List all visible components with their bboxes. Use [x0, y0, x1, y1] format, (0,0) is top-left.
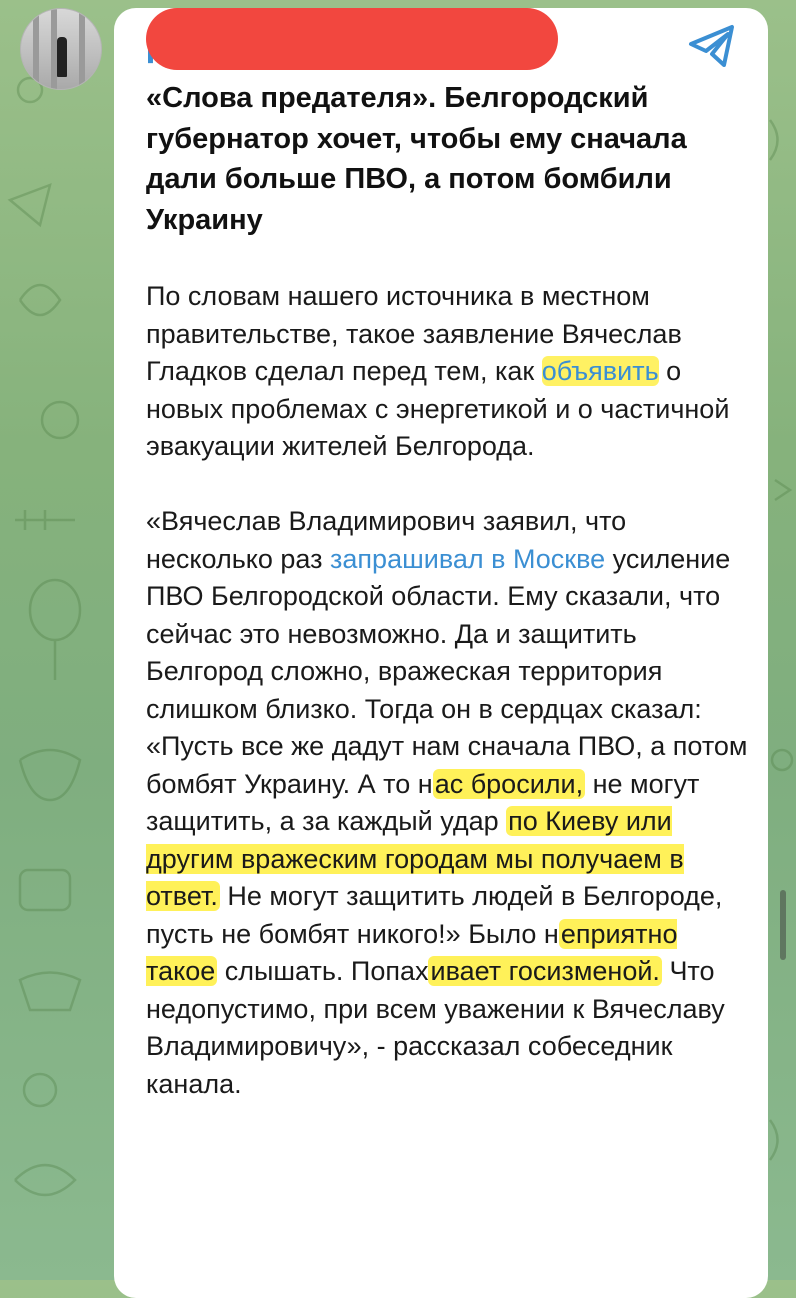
p2-part-5: слышать. Попах — [217, 956, 429, 986]
p2-highlight-3: еприятно такое — [146, 918, 678, 986]
scrollbar[interactable] — [780, 890, 786, 960]
p2-highlight-4: ивает госизменой. — [430, 956, 660, 986]
channel-avatar[interactable] — [20, 8, 102, 90]
post-title: «Слова предателя». Белгородский губернатор хочет, чтобы ему сначала дали больше ПВО, а потом бомбили Украину — [146, 82, 687, 236]
p2-part-3: не могут защитить, а за каждый удар — [146, 768, 700, 836]
paragraph-1-text-a: По словам нашего источника в местном правительстве, такое заявление Вячеслав Гладков сделал перед тем, как — [146, 281, 682, 386]
link-zaprashival[interactable]: запрашивал в Москве — [330, 543, 606, 574]
person-figure — [57, 37, 67, 77]
p2-part-1: «Вячеслав Владимирович заявил, что несколько раз — [146, 506, 627, 574]
link-objavit[interactable]: объявить — [541, 356, 659, 386]
redaction-mark — [146, 8, 558, 70]
paragraph-1 — [146, 278, 756, 466]
p2-part-6: Что недопустимо, при всем уважении к Вячеславу Владимировичу», - рассказал собеседник канала. — [146, 956, 725, 1099]
p2-part-2: усиление ПВО Белгородской области. Ему сказали, что сейчас это невозможно. Да и защитить Белгород сложно, вражеская территория слишком близко. Тогда он в сердцах сказал: «Пусть все же дадут нам сначала ПВО, а потом бомбят Украину. А то н — [146, 543, 748, 799]
telegram-paper-plane-icon[interactable] — [688, 24, 736, 68]
p2-highlight-2: по Киеву или другим вражеским городам мы получаем в ответ. — [146, 806, 684, 911]
post-body — [146, 278, 756, 1103]
p2-part-4: Не могут защитить людей в Белгороде, пусть не бомбят никого!» Было н — [146, 881, 723, 949]
paragraph-1-text-b: о новых проблемах с энергетикой и о частичной эвакуации жителей Белгорода. — [146, 356, 730, 461]
paragraph-2 — [146, 503, 756, 1103]
p2-highlight-1: ас бросили, — [434, 768, 584, 799]
